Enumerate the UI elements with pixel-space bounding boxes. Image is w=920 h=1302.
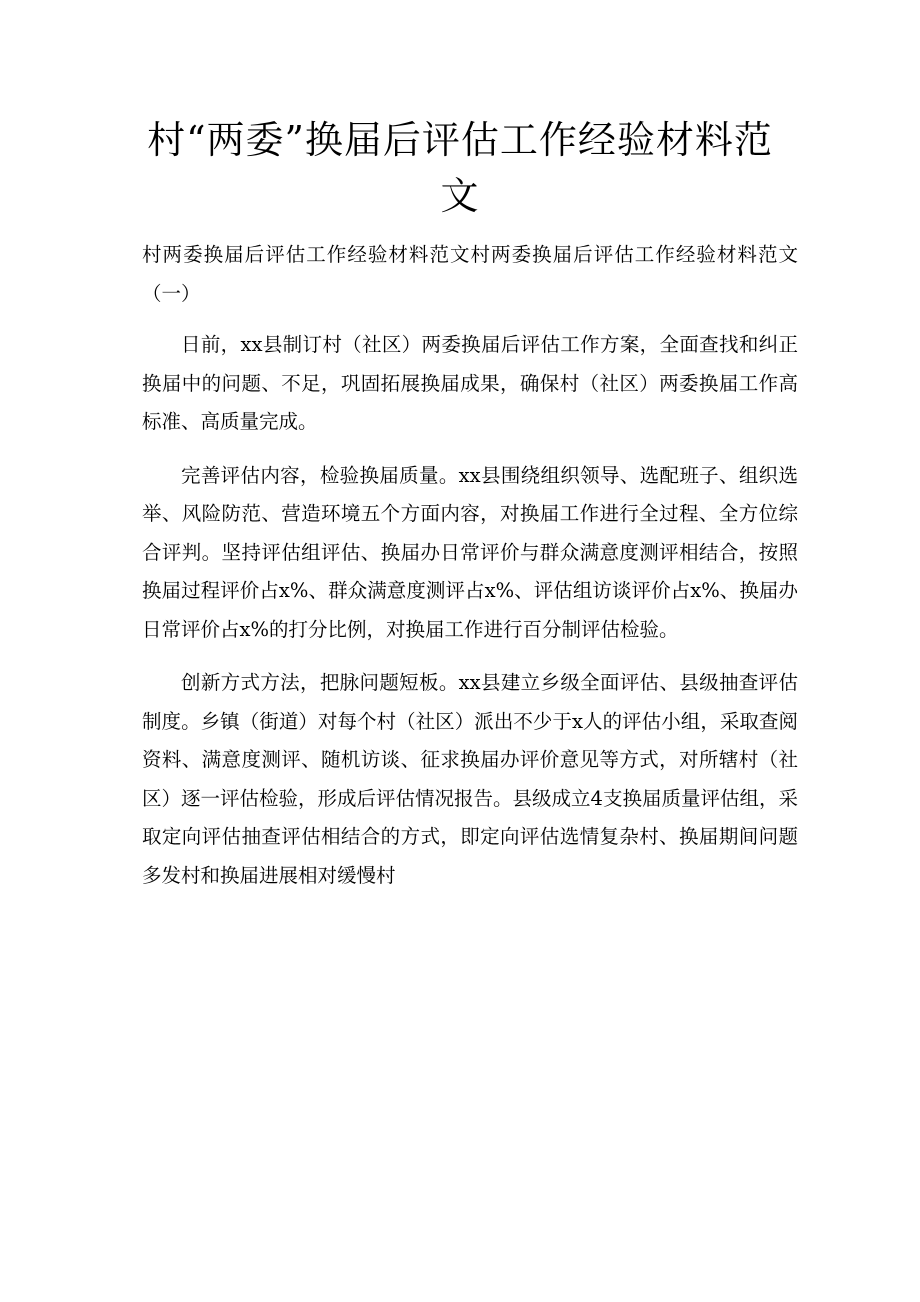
document-body: [142, 236, 798, 910]
body-paragraph-1: 日前，xx县制订村（社区）两委换届后评估工作方案，全面查找和纠正换届中的问题、不足，巩固拓展换届成果，确保村（社区）两委换届工作高标准、高质量完成。: [142, 333, 798, 433]
body-paragraph-2: 完善评估内容，检验换届质量。xx县围绕组织领导、选配班子、组织选举、风险防范、营造环境五个方面内容，对换届工作进行全过程、全方位综合评判。坚持评估组评估、换届办日常评价与群众满意度测评相结合，按照换届过程评价占x%、群众满意度测评占x%、评估组访谈评价占x%、换届办日常评价占x%的打分比例，对换届工作进行百分制评估检验。: [142, 463, 798, 641]
intro-paragraph: 村两委换届后评估工作经验材料范文村两委换届后评估工作经验材料范文（一）: [142, 243, 798, 305]
body-paragraph-3: 创新方式方法，把脉问题短板。xx县建立乡级全面评估、县级抽查评估制度。乡镇（街道）对每个村（社区）派出不少于x人的评估小组，采取查阅资料、满意度测评、随机访谈、征求换届办评价意见等方式，对所辖村（社区）逐一评估检验，形成后评估情况报告。县级成立4支换届质量评估组，采取定向评估抽查评估相结合的方式，即定向评估选情复杂村、换届期间问题多发村和换届进展相对缓慢村: [142, 671, 798, 887]
document-title: 村“两委”换届后评估工作经验材料范文: [147, 118, 773, 218]
